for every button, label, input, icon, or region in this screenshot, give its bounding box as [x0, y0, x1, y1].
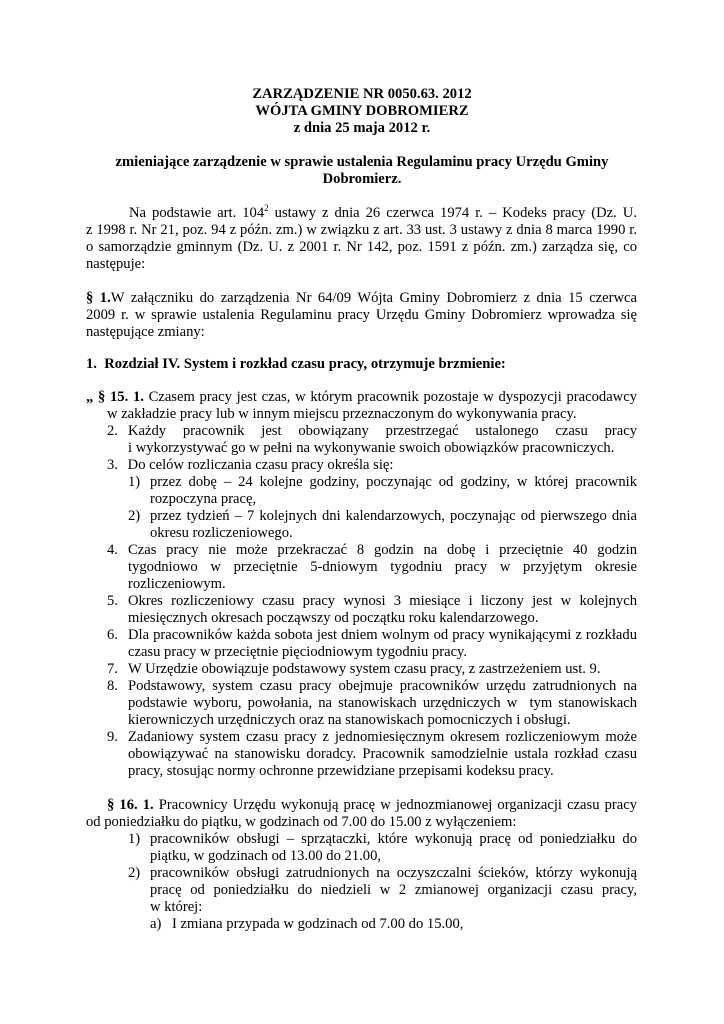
- par15-p5-line-1: Okres rozliczeniowy czasu pracy wynosi 3 miesiące i liczony jest w kolejnych: [128, 593, 637, 609]
- par15-p6-line-1: Dla pracowników każda sobota jest dniem wolnym od pracy wynikającymi z rozkładu: [128, 627, 637, 643]
- par15-p4-line-1: Czas pracy nie może przekraczać 8 godzin na dobę i przeciętnie 40 godzin: [128, 542, 637, 558]
- par15-p9-line-1: Zadaniowy system czasu pracy z jednomiesięcznym okresem rozliczeniowym może: [128, 729, 637, 745]
- par16-item2-line-2: pracę od poniedziałku do niedzieli w 2 zmianowej organizacji czasu pracy,: [150, 882, 637, 898]
- par16-subitem-a-num: a): [150, 916, 162, 932]
- par15-p3-item1-num: 1): [128, 474, 141, 490]
- par16-item2-num: 2): [128, 865, 141, 881]
- par15-p5-line-2: miesięcznych okresach począwszy od początku roku kalendarzowego.: [128, 610, 539, 626]
- par15-p2-line-1: Każdy pracownik jest obowiązany przestrzegać ustalonego czasu pracy: [128, 423, 637, 439]
- par15-p7-num: 7.: [107, 661, 118, 677]
- par1-label: § 1.: [86, 290, 111, 306]
- par15-p3-item2-num: 2): [128, 508, 141, 524]
- par16-item2-line-1: pracowników obsługi zatrudnionych na oczyszczalni ścieków, którzy wykonują: [150, 865, 637, 881]
- par16-line-2: od poniedziałku do piątku, w godzinach od 7.00 do 15.00 z wyłączeniem:: [86, 814, 517, 830]
- par15-p8-line-2: podstawie wyboru, powołania, na stanowiskach urzędniczych w tym stanowiskach: [128, 695, 637, 711]
- par1-line-2: 2009 r. w sprawie ustalenia Regulaminu pracy Urzędu Gminy Dobromierz wprowadza się: [86, 307, 637, 323]
- par15-p4-line-3: rozliczeniowym.: [128, 576, 226, 592]
- par15-p3-num: 3.: [107, 457, 118, 473]
- par16-item1-line-2: piątku, w godzinach od 13.00 do 21.00,: [150, 848, 382, 864]
- par15-p8-line-3: kierowniczych urzędniczych oraz na stanowiskach pomocniczych i obsługi.: [128, 712, 571, 728]
- par15-p8-num: 8.: [107, 678, 118, 694]
- par15-p3-item2-line-1: przez tydzień – 7 kolejnych dni kalendarzowych, poczynając od pierwszego dnia: [150, 508, 637, 524]
- par15-p3-item2-line-2: okresu rozliczeniowego.: [150, 525, 293, 541]
- par16-line-1: § 16. 1. Pracownicy Urzędu wykonują pracę w jednozmianowej organizacji czasu pracy: [107, 797, 638, 813]
- par16-item2-line-3: w której:: [150, 899, 203, 915]
- par15-p9-num: 9.: [107, 729, 118, 745]
- par15-p9-line-2: obowiązywać na stanowisku doradcy. Pracownik samodzielnie ustala rozkład czasu: [128, 746, 637, 762]
- par1-line-1: § 1.W załączniku do zarządzenia Nr 64/09 Wójta Gminy Dobromierz z dnia 15 czerwca: [86, 290, 637, 306]
- par15-p5-num: 5.: [107, 593, 118, 609]
- par15-p6-num: 6.: [107, 627, 118, 643]
- par15-p4-num: 4.: [107, 542, 118, 558]
- preamble-line-1: Na podstawie art. $104^2$ ustawy z dnia 26 czerwca 1974 r. – Kodeks pracy (Dz. U.: [129, 203, 637, 221]
- par15-p6-line-2: czasu pracy w przeciętnie pięciodniowym tygodniu pracy.: [128, 644, 468, 660]
- par15-p3-item1-line-2: rozpoczyna pracę,: [150, 491, 257, 507]
- par15-p7-line-1: W Urzędzie obowiązuje podstawowy system czasu pracy, z zastrzeżeniem ust. 9.: [128, 661, 601, 677]
- preamble-line-3: o samorządzie gminnym (Dz. U. z 2001 r. Nr 142, poz. 1591 z późn. zm.) zarządza się, co: [86, 239, 637, 255]
- par15-p9-line-3: pracy, stosując normy ochronne przewidziane przepisami kodeksu pracy.: [128, 763, 554, 779]
- par15-p3-item1-line-1: przez dobę – 24 kolejne godziny, poczynając od godziny, w której pracownik: [150, 474, 637, 490]
- par15-p2-line-2: i wykorzystywać go w pełni na wykonywanie swoich obowiązków pracowniczych.: [128, 440, 615, 456]
- par15-p8-line-1: Podstawowy, system czasu pracy obejmuje pracowników urzędu zatrudnionych na: [128, 678, 637, 694]
- par16-item1-num: 1): [128, 831, 141, 847]
- par15-p3-line-1: Do celów rozliczania czasu pracy określa się:: [124, 457, 394, 473]
- par16-subitem-a-line-1: I zmiana przypada w godzinach od 7.00 do 15.00,: [172, 916, 464, 932]
- preamble-line-4: następuje:: [86, 256, 146, 272]
- par15-label: „ § 15. 1.: [86, 389, 144, 405]
- par15-p1-line-1: „ § 15. 1. Czasem pracy jest czas, w którym pracownik pozostaje w dyspozycji pracodawcy: [86, 389, 637, 405]
- par15-p2-num: 2.: [107, 423, 118, 439]
- subject-line-2: Dobromierz.: [322, 171, 402, 187]
- par16-label: § 16. 1.: [107, 797, 154, 813]
- par15-p1-line-2: w zakładzie pracy lub w innym miejscu przeznaczonym do wykonywania pracy.: [107, 406, 577, 422]
- subject-line-1: zmieniające zarządzenie w sprawie ustalenia Regulaminu pracy Urzędu Gminy: [115, 154, 609, 170]
- date-heading: z dnia 25 maja 2012 r.: [293, 120, 431, 136]
- par15-p4-line-2: tygodniowo w przeciętnie 5-dniowym tygodniu pracy w przyjętym okresie: [128, 559, 637, 575]
- par1-line-3: następujące zmiany:: [86, 324, 205, 340]
- par16-item1-line-1: pracowników obsługi – sprzątaczki, które wykonują pracę od poniedziałku do: [150, 831, 637, 847]
- order-number-heading: ZARZĄDZENIE NR 0050.63. 2012: [252, 86, 472, 102]
- preamble-line-2: z 1998 r. Nr 21, poz. 94 z późn. zm.) w związku z art. 33 ust. 3 ustawy z dnia 8 marca 1990 r.: [86, 222, 637, 238]
- issuer-heading: WÓJTA GMINY DOBROMIERZ: [255, 103, 469, 119]
- chapter-heading: 1. Rozdział IV. System i rozkład czasu pracy, otrzymuje brzmienie:: [86, 356, 506, 372]
